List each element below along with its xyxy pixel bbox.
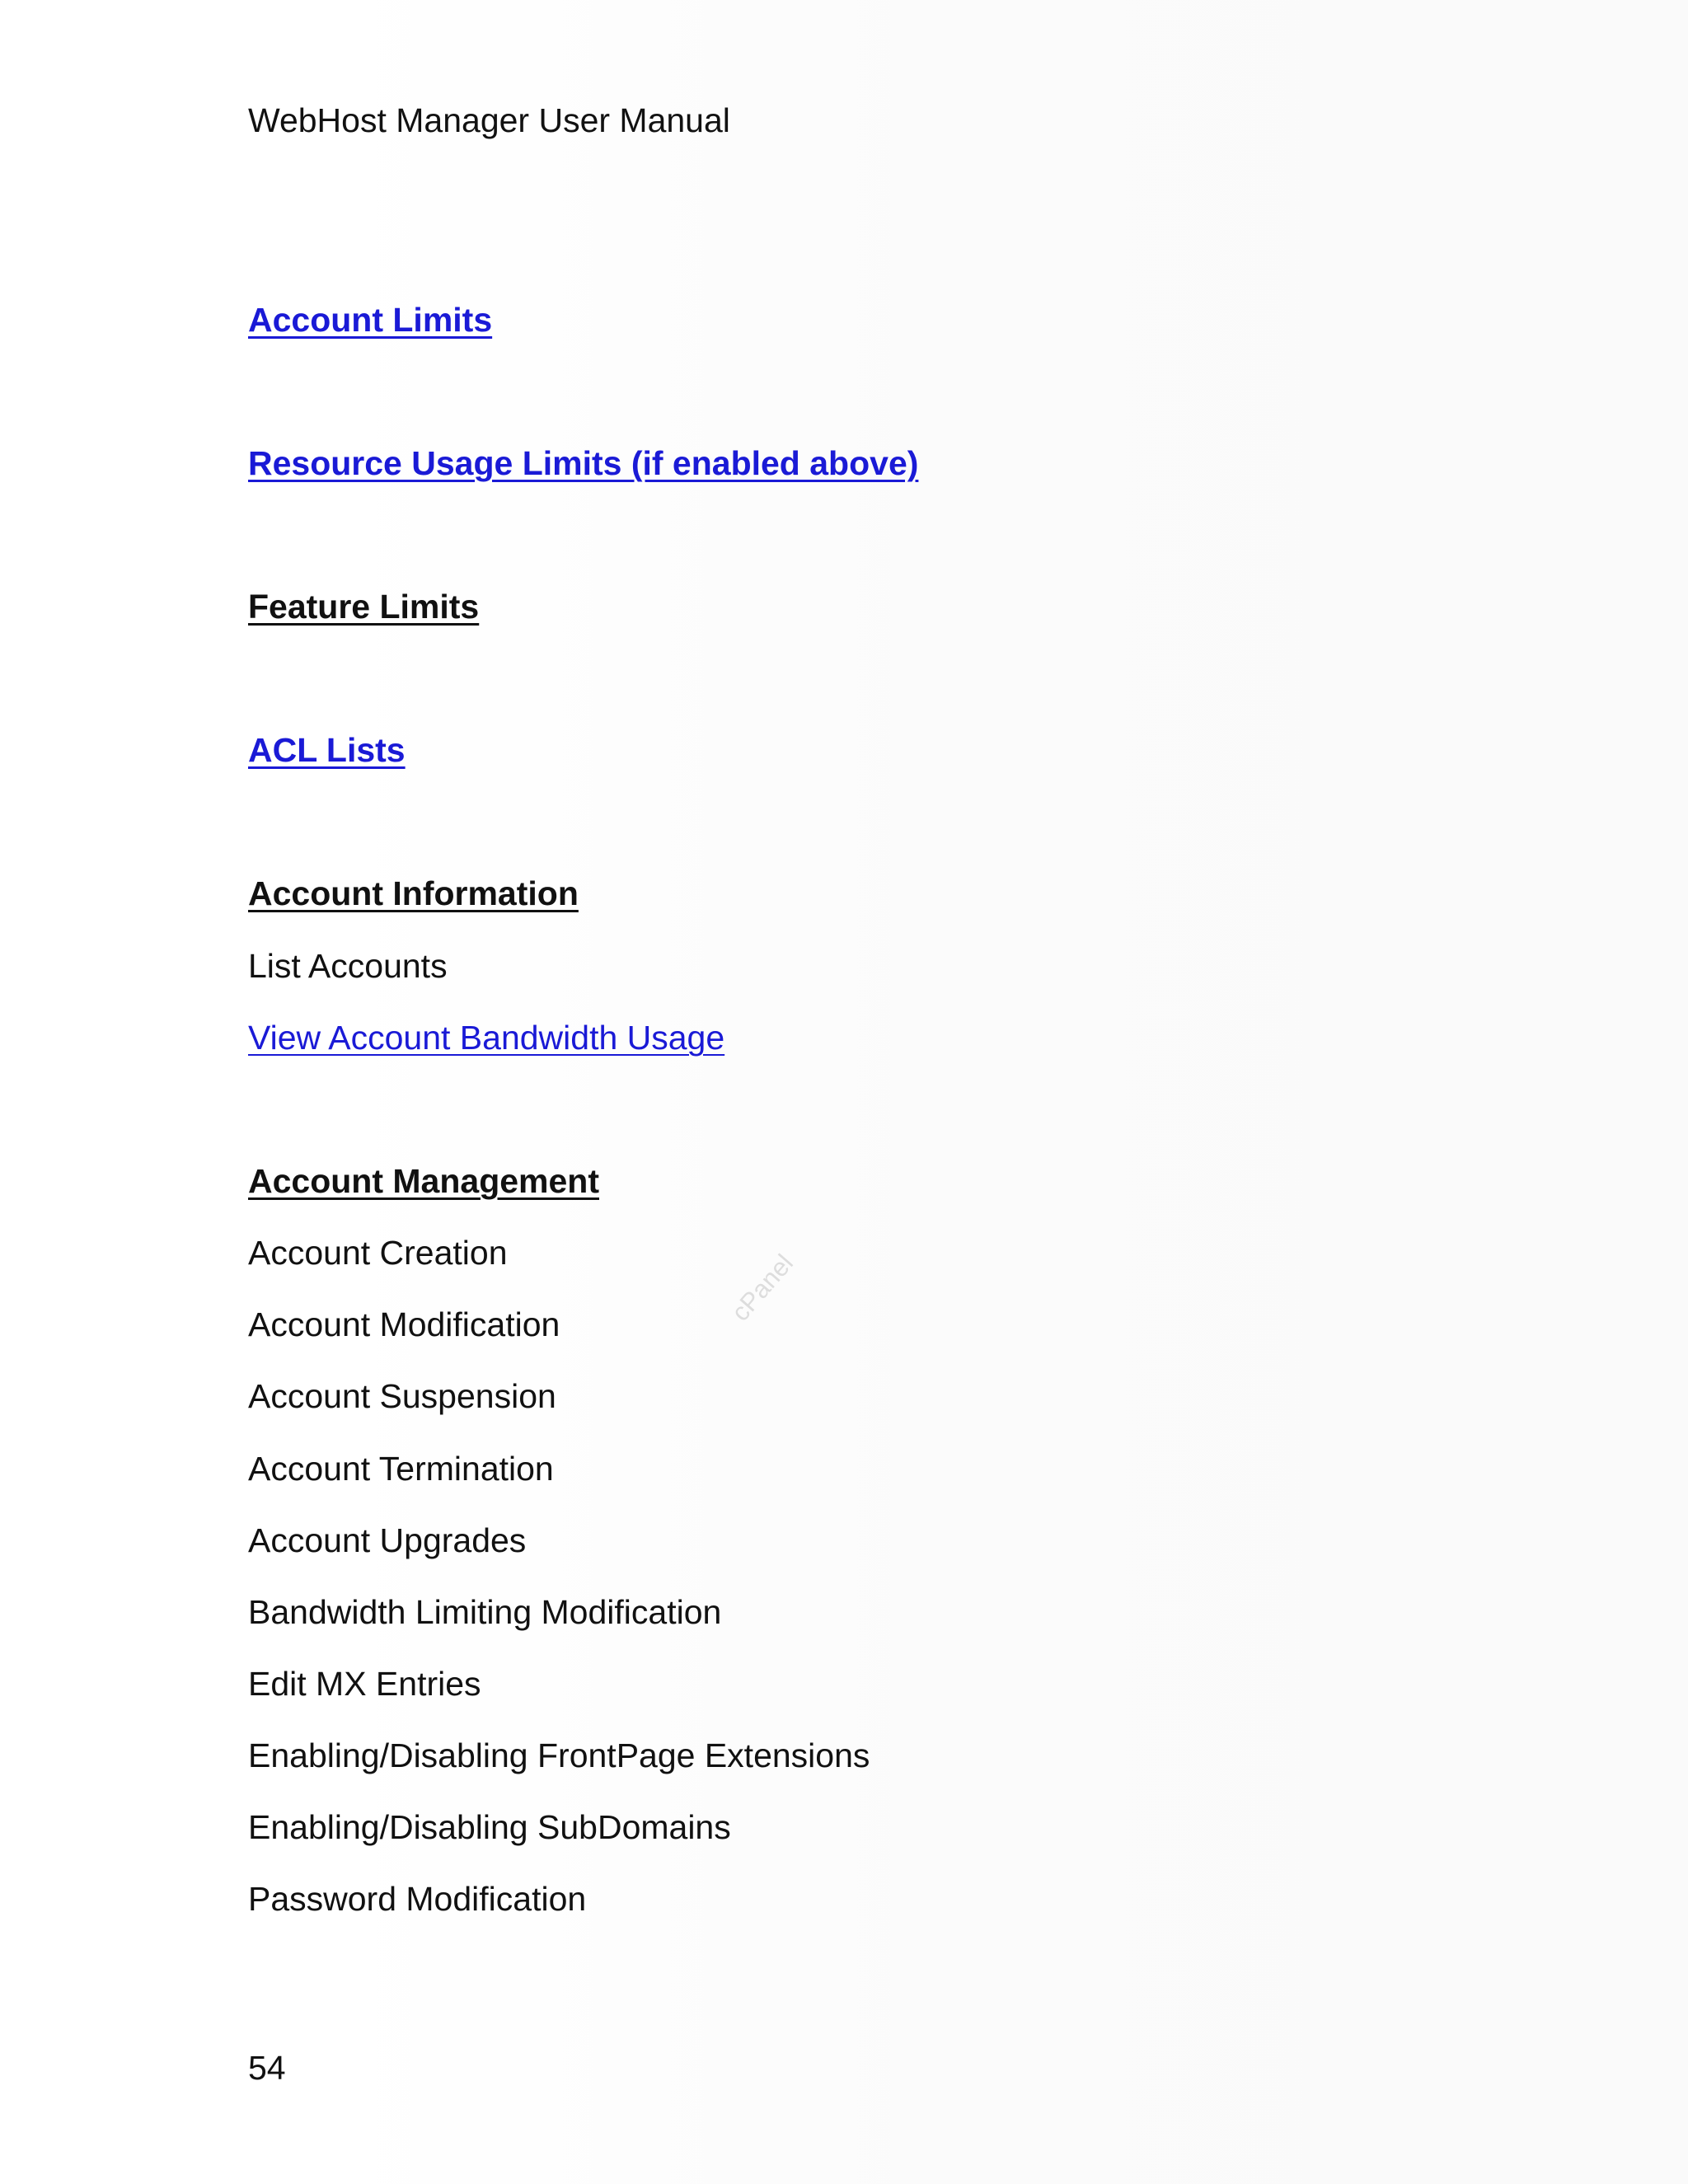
account-information-heading: Account Information: [248, 874, 579, 912]
feature-limits-heading: Feature Limits: [248, 588, 480, 626]
account-suspension-item: Account Suspension: [248, 1377, 556, 1415]
account-creation-item: Account Creation: [248, 1234, 508, 1272]
resource-usage-limits-link[interactable]: Resource Usage Limits (if enabled above): [248, 444, 919, 482]
account-modification-item: Account Modification: [248, 1305, 560, 1343]
account-management-heading: Account Management: [248, 1162, 599, 1200]
document-header: WebHost Manager User Manual: [248, 101, 730, 139]
list-accounts-item: List Accounts: [248, 947, 448, 985]
view-account-bandwidth-usage-link[interactable]: View Account Bandwidth Usage: [248, 1019, 725, 1057]
subdomains-item: Enabling/Disabling SubDomains: [248, 1808, 731, 1846]
acl-lists-link[interactable]: ACL Lists: [248, 731, 406, 769]
page-number: 54: [248, 2049, 286, 2087]
password-modification-item: Password Modification: [248, 1880, 587, 1918]
cpanel-watermark: cPanel: [725, 1249, 799, 1327]
account-limits-link[interactable]: Account Limits: [248, 301, 493, 339]
bandwidth-limiting-modification-item: Bandwidth Limiting Modification: [248, 1593, 722, 1631]
account-termination-item: Account Termination: [248, 1450, 554, 1488]
frontpage-extensions-item: Enabling/Disabling FrontPage Extensions: [248, 1736, 870, 1774]
account-upgrades-item: Account Upgrades: [248, 1521, 527, 1559]
edit-mx-entries-item: Edit MX Entries: [248, 1665, 481, 1703]
